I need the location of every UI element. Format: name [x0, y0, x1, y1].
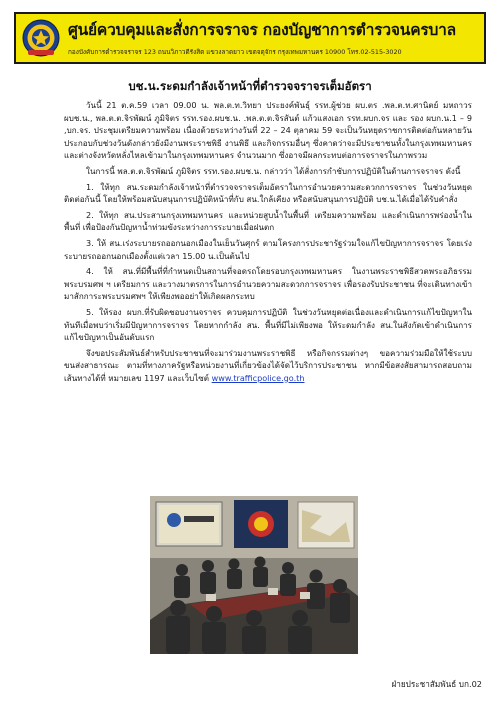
meeting-room-photo [150, 496, 358, 654]
press-office-signature: ฝ่ายประชาสัมพันธ์ บก.02 [391, 679, 482, 689]
paragraph-item-1: 1. ให้ทุก สน.ระดมกำลังเจ้าหน้าที่ตำรวจจราจรเต็มอัตราในการอำนวยความสะดวกการจราจร ในช่วงวันหยุดติดต่อกันนี้ โดยให้พร้อมสนับสนุนการปฏิบัติหน้าที่กับ สน.ใกล้เคียง หรือสนับสนุนการปฏิบัติ บช.น.ได้เมื่อได้รับคำสั่ง [64, 181, 472, 205]
organization-title: ศูนย์ควบคุมและสั่งการจราจร กองบัญชาการตำรวจนครบาล [68, 21, 456, 39]
paragraph-item-3: 3. ให้ สน.เร่งระบายรถออกนอกเมืองในเย็นวันศุกร์ ตามโครงการประชารัฐร่วมใจแก้ไขปัญหาการจราจร โดยเร่งระบายรถออกนอกเมืองตั้งแต่เวลา 15.00 น.เป็นต้นไป [64, 237, 472, 261]
website-link[interactable]: www.trafficpolice.go.th [211, 372, 305, 383]
organization-address: กองบังคับการตำรวจจราจร 123 ถนนวิภาวดีรังสิต แขวงลาดยาว เขตจตุจักร กรุงเทพมหานคร 10900 โทร.02-515-3020 [68, 48, 402, 56]
paragraph-item-5: 5. ให้รอง ผบก.ที่รับผิดชอบงานจราจร ควบคุมการปฏิบัติ ในช่วงวันหยุดต่อเนื่องและดำเนินการแก้ไขปัญหาในทันทีเมื่อพบว่าเริ่มมีปัญหาการจราจร โดยหากกำลัง สน. พื้นที่มีไม่เพียงพอ ให้ระดมกำลัง สน.ในสังกัดเข้าดำเนินการแก้ไขปัญหาเป็นอันดับแรก [64, 306, 472, 343]
article-body [64, 99, 472, 387]
header-banner [14, 12, 486, 64]
paragraph-item-2: 2. ให้ทุก สน.ประสานกรุงเทพมหานคร และหน่วยสูบน้ำในพื้นที่ เตรียมความพร้อม และดำเนินการพร่องน้ำในพื้นที่ เพื่อป้องกันปัญหาน้ำท่วมขังระหว่างการระบายเมื่อฝนตก [64, 209, 472, 233]
paragraph-item-4: 4. ให้ สน.ที่มีพื้นที่ที่กำหนดเป็นสถานที่จอดรถโดยรอบกรุงเทพมหานคร ในงานพระราชพิธีสวดพระอภิธรรมพระบรมศพ ฯ เตรียมการ และวางมาตรการในการอำนวยความสะดวกการจราจร เพื่อรองรับประชาชน ที่จะเดินทางเข้ามาสักการะพระบรมศพฯ ให้เพียงพออย่าให้เกิดผลกระทบ [64, 266, 472, 302]
paragraph-closing [64, 347, 472, 385]
closing-text: จึงขอประสัมพันธ์สำหรับประชาชนที่จะมาร่วมงานพระราชพิธี หรือกิจกรรมต่างๆ ขอความร่วมมือให้ใช้ระบบขนส่งสาธารณะ ตามที่ทางภาครัฐหรือหน่วยงานที่เกี่ยวข้องได้จัดไว้บริการประชาชน หากมีข้อสงสัยสามารถสอบถามเส้นทางได้ที่ หมายเลข 1197 และเว็บไซต์ [64, 347, 472, 383]
police-emblem-icon [22, 18, 60, 58]
article-headline: บช.น.ระดมกำลังเจ้าหน้าที่ตำรวจจราจรเต็มอัตรา [128, 79, 372, 93]
paragraph-intro: วันนี้ 21 ต.ค.59 เวลา 09.00 น. พล.ต.ท.วิทยา ประยงค์พันธุ์ รรท.ผู้ช่วย ผบ.ตร .พล.ต.ท.ศานิตย์ มหถาวร ผบช.น., พล.ต.ต.จิรพัฒน์ ภูมิจิตร รรท.รอง.ผบช.น. .พล.ต.ต.จิรสันต์ แก้วแสงเอก รรท.ผบก.จร และ รอง ผบก.น.1 – 9 ,บก.จร. ประชุมเตรียมความพร้อม เนื่องด้วยระหว่างวันที่ 22 – 24 ตุลาคม 59 จะเป็นวันหยุดราชการติดต่อกันหลายวัน ประกอบกับช่วงวันดังกล่าวยังมีงานพระราชพิธี งานพิธี และกิจกรรมอื่นๆ ซึ่งคาดว่าจะมีประชาชนทั้งในกรุงเทพมหานคร และต่างจังหวัดหลั่งไหลเข้ามาในกรุงเทพมหานคร จำนวนมาก ซึ่งอาจมีผลกระทบต่อการจราจรในภาพรวม [64, 100, 472, 161]
meeting-photo-image [150, 496, 358, 654]
paragraph-directive: ในการนี้ พล.ต.ต.จิรพัฒน์ ภูมิจิตร รรท.รอง.ผบช.น. กล่าวว่า ได้สั่งการกำชับการปฏิบัติในด้านการจราจร ดังนี้ [86, 165, 461, 176]
